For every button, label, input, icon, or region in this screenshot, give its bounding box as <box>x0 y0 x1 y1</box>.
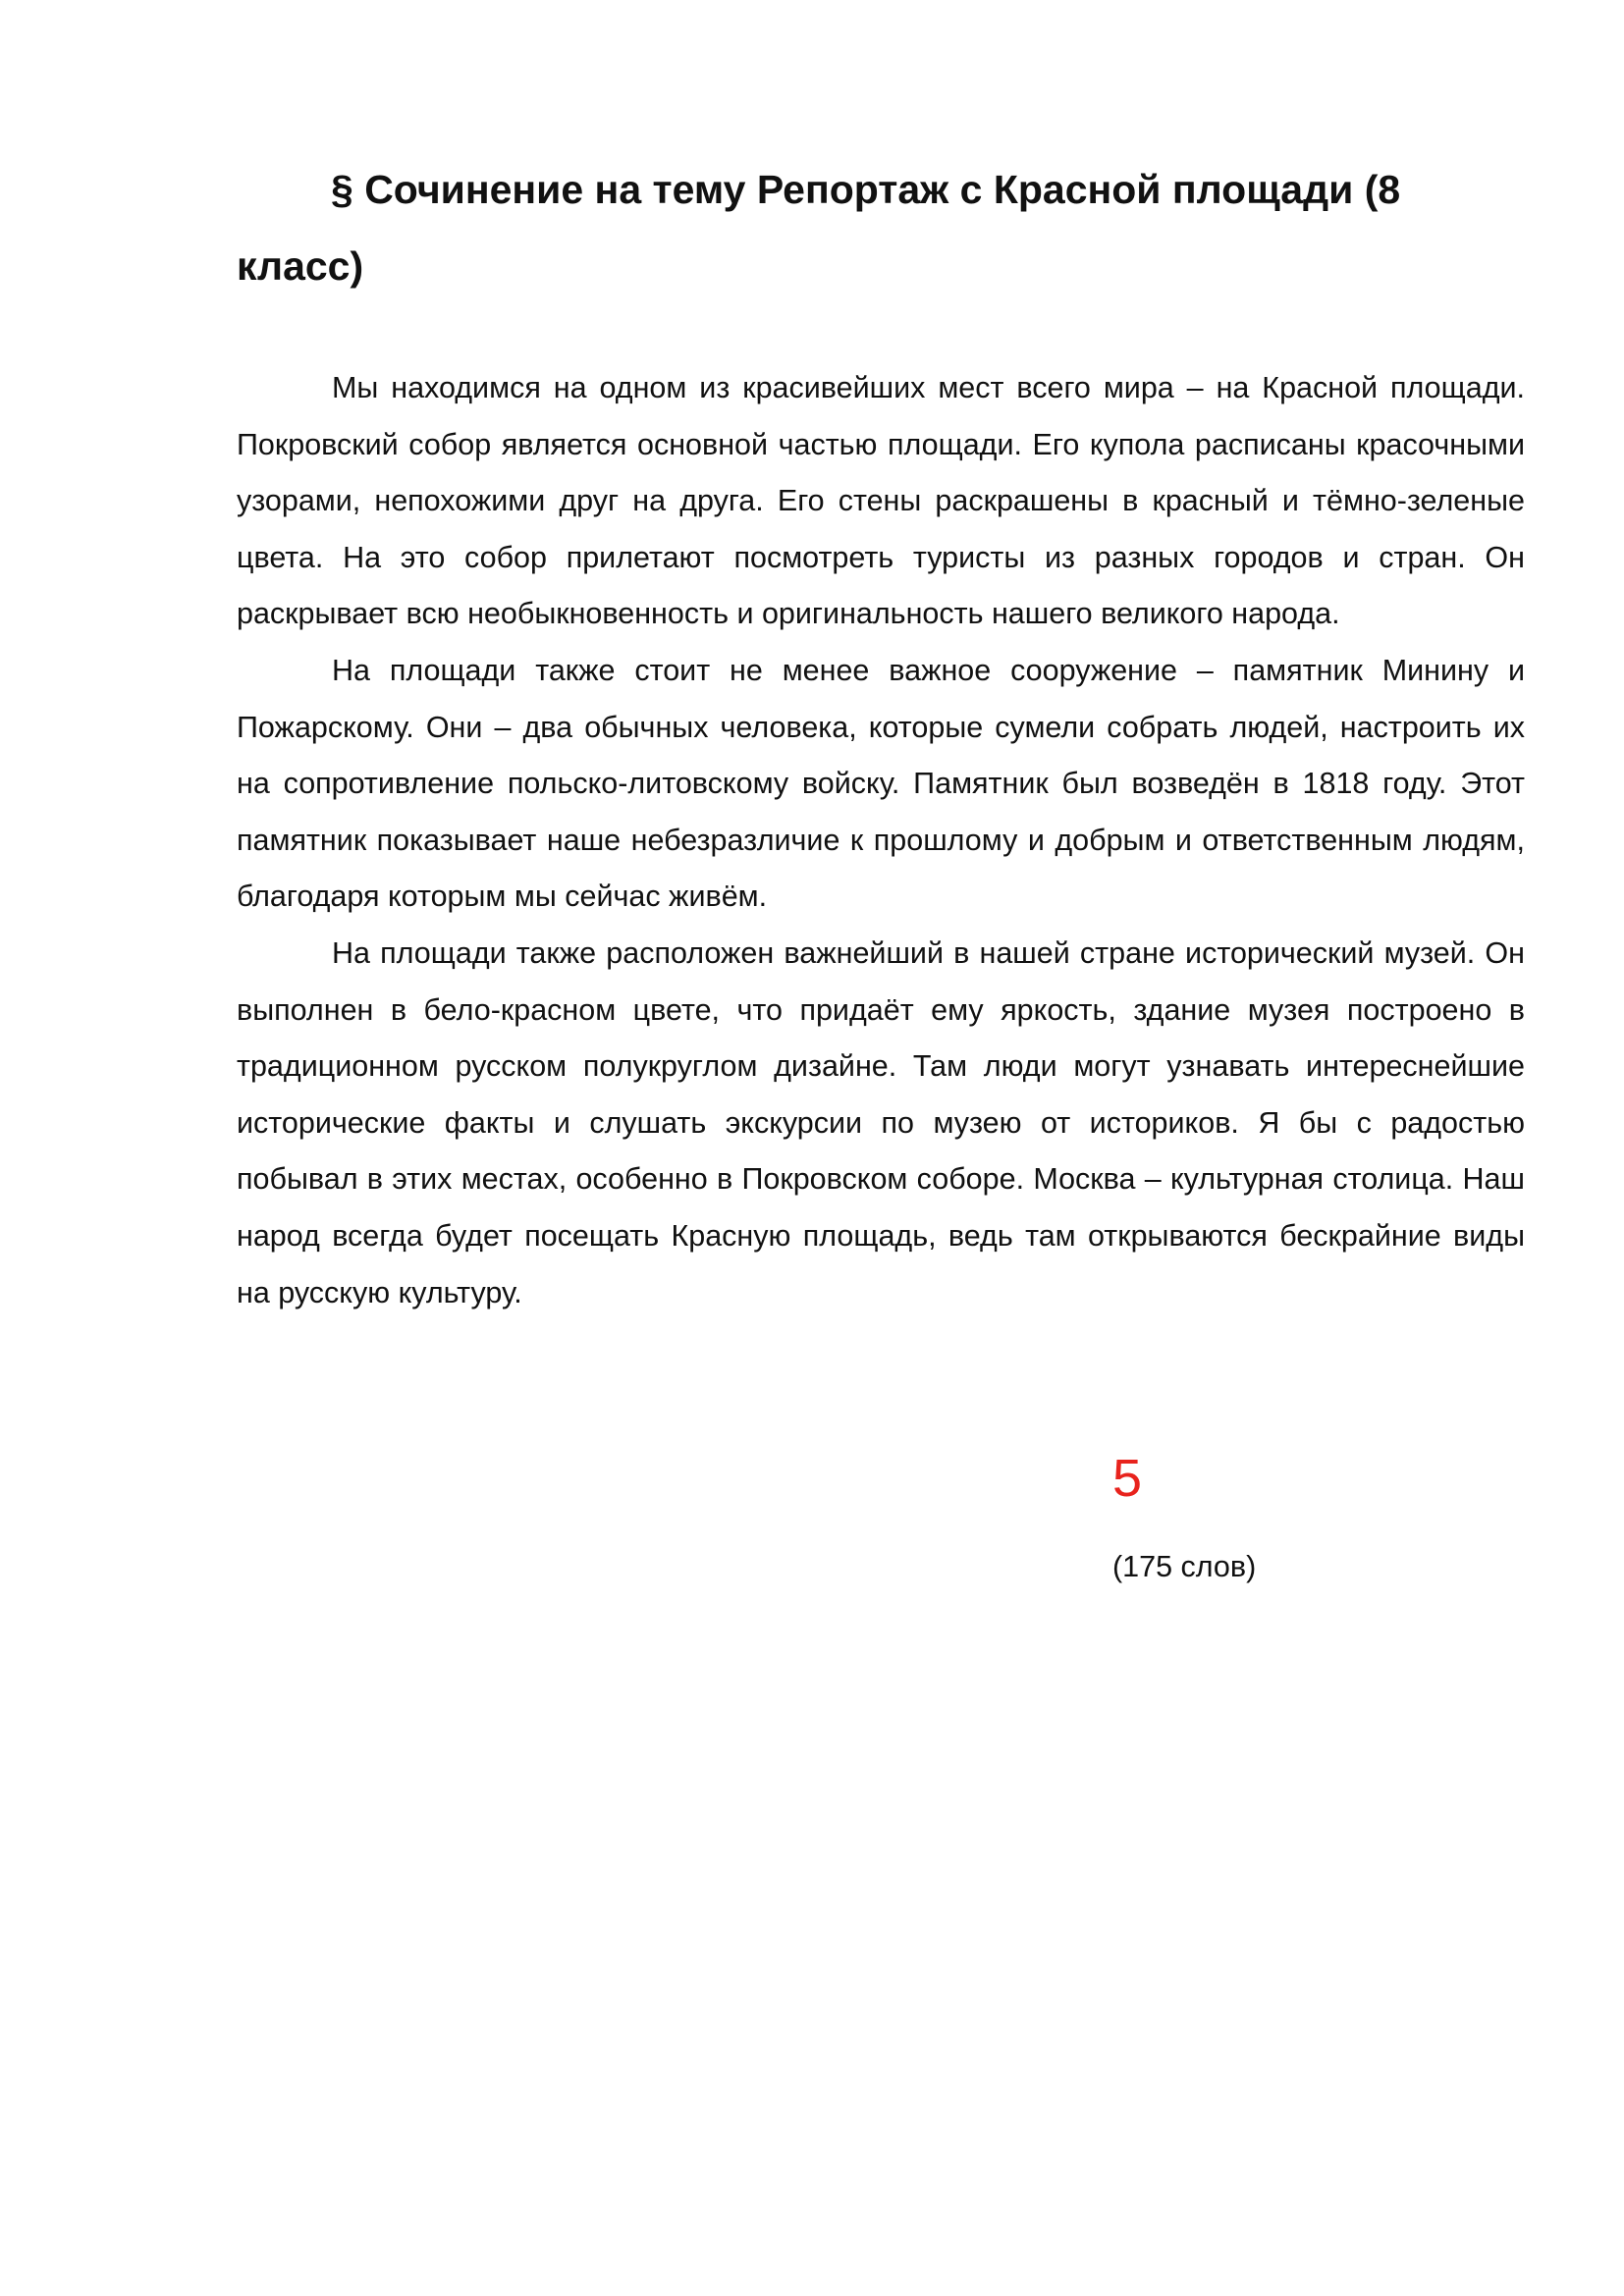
word-count: (175 слов) <box>1112 1550 1257 1583</box>
grade-mark: 5 <box>1112 1449 1143 1508</box>
document-title: § Сочинение на тему Репортаж с Красной площади (8 класс) <box>237 167 1401 289</box>
essay-body <box>237 360 1525 1321</box>
paragraph-1: Мы находимся на одном из красивейших мест всего мира – на Красной площади. Покровский собор является основной частью площади. Его купола расписаны красочными узорами, непохожими друг на друга. Его стены раскрашены в красный и тёмно-зеленые цвета. На это собор прилетают посмотреть туристы из разных городов и стран. Он раскрывает всю необыкновенность и оригинальность нашего великого народа. <box>237 371 1525 631</box>
paragraph-3: На площади также расположен важнейший в нашей стране исторический музей. Он выполнен в бело-красном цвете, что придаёт ему яркость, здание музея построено в традиционном русском полукруглом дизайне. Там люди могут узнавать интереснейшие исторические факты и слушать экскурсии по музею от историков. Я бы с радостью побывал в этих местах, особенно в Покровском соборе. Москва – культурная столица. Наш народ всегда будет посещать Красную площадь, ведь там открываются бескрайние виды на русскую культуру. <box>237 935 1525 1309</box>
paragraph-2: На площади также стоит не менее важное сооружение – памятник Минину и Пожарскому. Они – два обычных человека, которые сумели собрать людей, настроить их на сопротивление польско-литовскому войску. Памятник был возведён в 1818 году. Этот памятник показывает наше небезразличие к прошлому и добрым и ответственным людям, благодаря которым мы сейчас живём. <box>237 653 1525 914</box>
